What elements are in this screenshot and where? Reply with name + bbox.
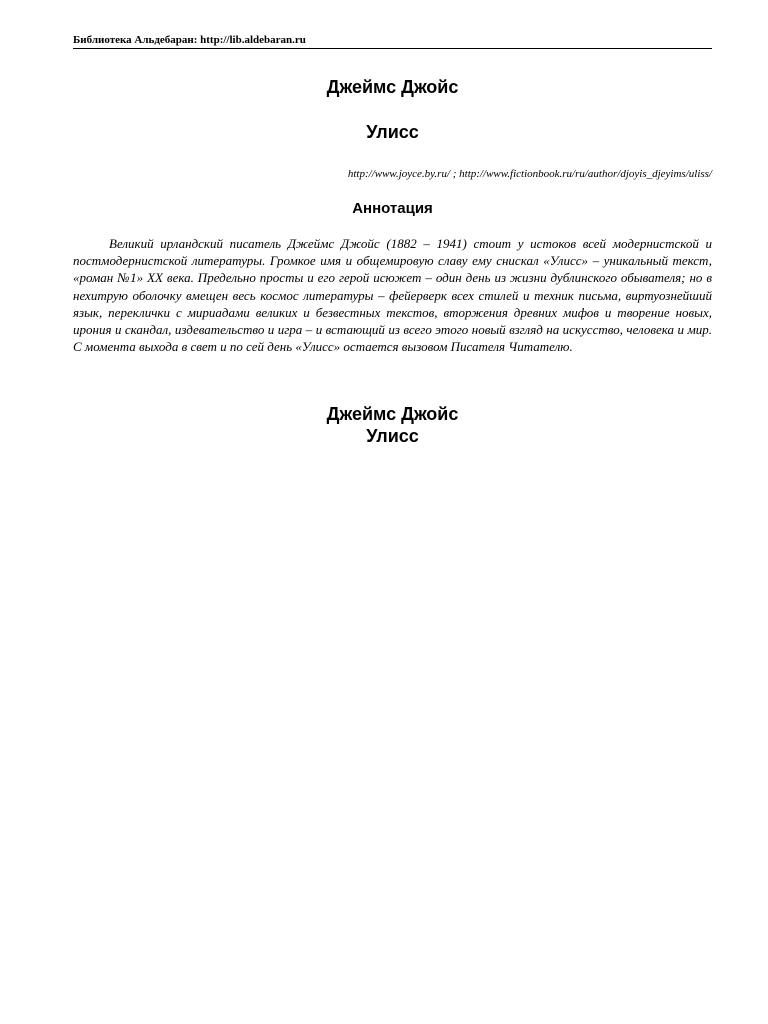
header-divider [73, 48, 712, 49]
annotation-text: Великий ирландский писатель Джеймс Джойс (1882 – 1941) стоит у истоков всей модернистской и постмодернистской литературы. Громкое имя и общемировую славу ему снискал «Улисс» – уникальный текст, «роман №1» XX века. Предельно просты и его герой исюжет – один день из жизни дублинского обывателя; но в нехитрую оболочку вмещен весь космос литературы – фейерверк всех стилей и техник письма, виртуознейший язык, переклички с мириадами великих и безвестных текстов, вторжения древних мифов и творение новых, ирония и скандал, издевательство и игра – и встающий из всего этого новый взгляд на искусство, человека и мир. С момента выхода в свет и по сей день «Улисс» остается вызовом Писателя Читателю. [73, 236, 712, 355]
chapter-title: Улисс [366, 426, 419, 446]
page-header: Библиотека Альдебаран: http://lib.aldebaran.ru [73, 34, 306, 46]
author-name: Джеймс Джойс [326, 77, 459, 97]
book-title: Улисс [366, 122, 419, 142]
annotation-heading: Аннотация [352, 200, 433, 217]
chapter-author: Джеймс Джойс [326, 404, 459, 424]
source-links: http://www.joyce.by.ru/ ; http://www.fictionbook.ru/ru/author/djoyis_djeyims/uliss/ [347, 168, 712, 180]
